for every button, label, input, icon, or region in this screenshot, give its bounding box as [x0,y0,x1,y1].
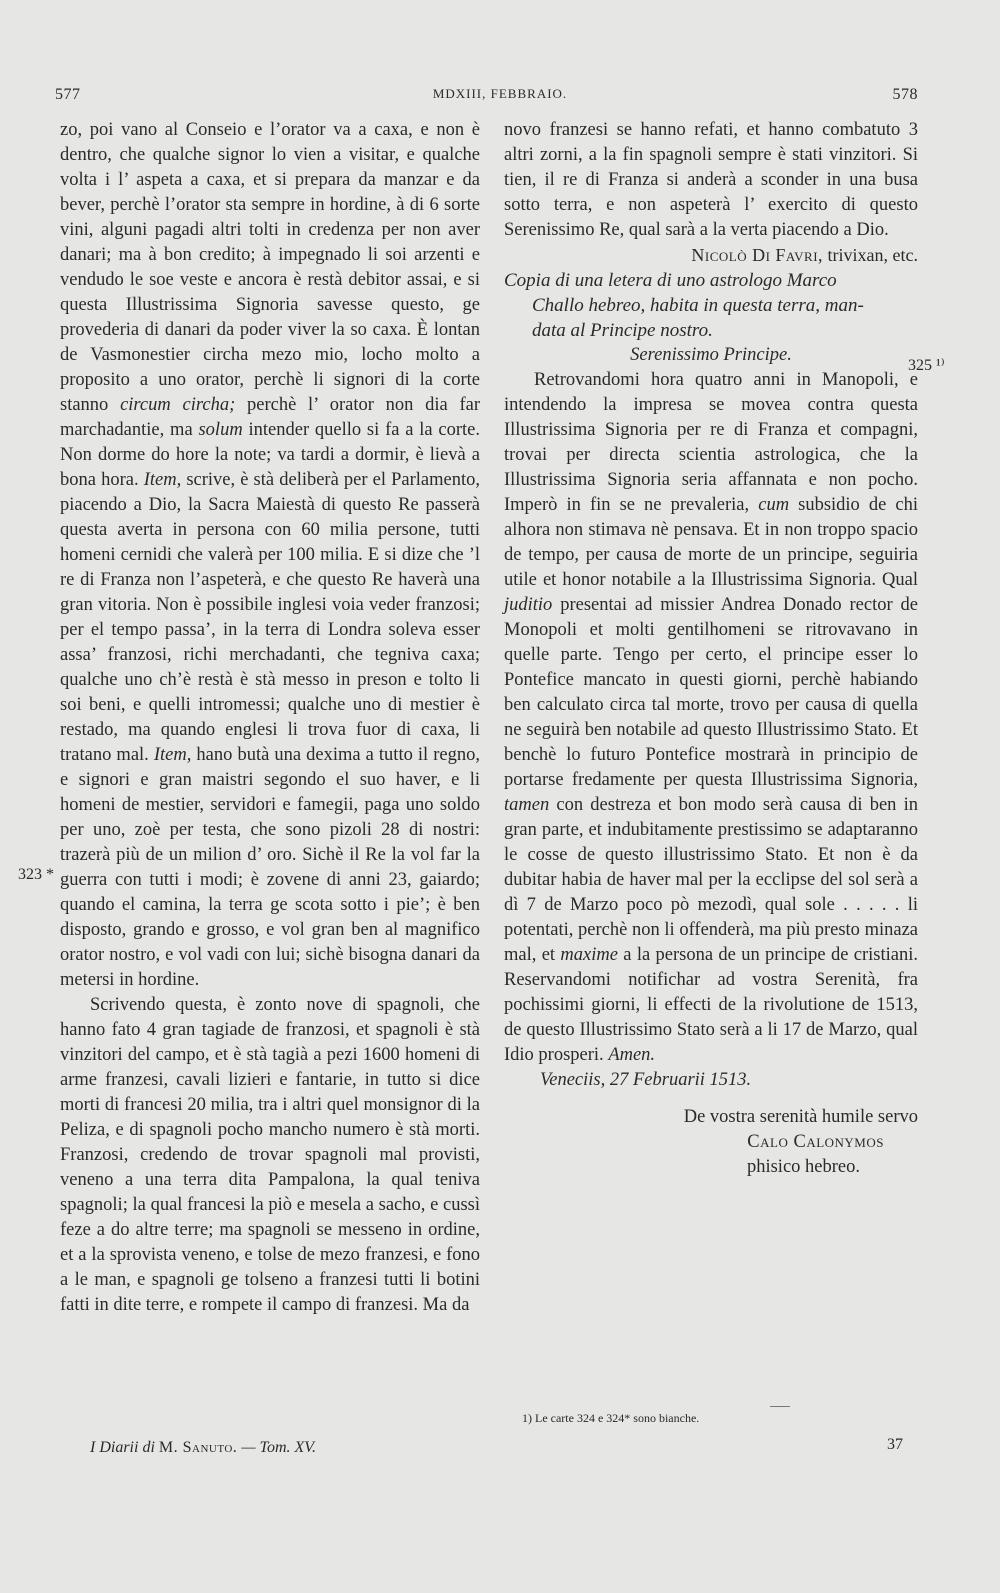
signer-line: Nicolò Di Favri, trivixan, etc. [691,245,918,265]
page-number-right: 578 [892,86,918,103]
running-title: MDXIII, FEBBRAIO. [432,86,568,101]
footer-title: I Diarii di M. Sanuto. — Tom. XV. [90,1439,317,1456]
margin-mark-right: 325 ¹⁾ [908,357,945,374]
margin-mark-left: 323 * [18,866,54,883]
right-paragraph-1: novo franzesi se hanno refati, et hanno combatuto 3 altri zorni, a la fin spagnoli sempre è stati vinzitori. Si tien, il re di Franza si anderà a sconder in una busa sotto terra, e non aspeterà l’ exercito di questo Serenissimo Re, qual sarà a la verta piacendo a Dio. [504,120,918,240]
left-column [60,118,480,1318]
letter-closing: De vostra serenità humile servo Calo Calonymos phisico hebreo. [683,1107,918,1177]
footnote: 1) Le carte 324 e 324* sono bianche. [522,1411,700,1425]
right-column [504,118,918,1180]
left-paragraph-2: Scrivendo questa, è zonto nove di spagnoli, che hanno fato 4 gran tagiade de franzosi, et spagnoli è stà vinzitori del campo, et è stà tagià a pezi 1600 homeni di arme franzesi, cavali lizieri e fantarie, in tutto si dice morti di francesi 20 milia, tra i altri quel monsignor di la Peliza, e di spagnoli pocho mancho numero è stà morti. Franzosi, credendo de trovar spagnoli mal provisti, veneno a una terra dita Pampalona, la qual teniva spagnoli; la qual francesi la piò e mesela a sacho, e cussì feze a do altre terre; ma spagnoli se messeno in ordine, et a la sprovista veneno, e tolse de mezo franzesi, e fono a le man, e spagnoli ge tolseno a franzesi tutti li botini fatti in dite terre, e rompete il campo di franzesi. Ma da [60,995,480,1315]
salutation: Serenissimo Principe. [630,345,792,365]
letter-heading: Copia di una letera di uno astrologo Marco Challo hebreo, habita in questa terra, man- data al Principe nostro. [504,270,864,341]
letter-body: Retrovandomi hora quatro anni in Manopoli, e intendendo la impresa se movea contra questa Illustrissima Signoria per re di Franza et compagni, trovai per directa scientia astrologica, che la Illustrissima Signoria seria affannata e non pocho. Imperò in fin se ne prevaleria, cum subsidio de chi alhora non stimava nè pensava. Et in non troppo spacio de tempo, per causa de morte de un principe, seguiria utile et honor notabile a la Illustrissima Signoria. Qual juditio presentai ad missier Andrea Donado rector de Monopoli et molti gentilhomeni se ritrovavano in quelle parte. Tengo per certo, el principe esser lo Pontefice mancato in questi giorni, perchè habiando ben calculato circa tal morte, trovo per causa di quella ne seguirà ben notabile ad questo Illustrissimo Stato. Et benchè lo futuro Pontefice mostrarà in principio de portarse fredamente per questa Illustrissima Signoria, tamen con destreza et bon modo serà causa di ben in gran parte, et indubitamente prestissimo se adaptaranno le cosse de questo illustrissimo Stato. Et non è da dubitar habia de haver mal per la ecclipse del sol serà a dì 7 de Marzo poco pò mezodì, qual sole . . . . . li potentati, perchè non li offenderà, ma più presto minaza mal, et maxime a la persona de un principe de cristiani. Reservandomi notifichar ad vostra Serenità, fra pochissimi giorni, li effecti de la rivolutione de 1513, de questo Illustrissimo Stato serà a li 17 de Marzo, qual Idio prosperi. Amen. [504,370,919,1065]
page-number-left: 577 [55,86,81,103]
signature-number: 37 [887,1436,903,1453]
footnote-rule [770,1406,790,1407]
left-paragraph-1: zo, poi vano al Conseio e l’orator va a caxa, e non è dentro, che qualche signor lo vien a visitar, e qualche volta i l’ aspeta a caxa, et si prepara da manzar e da bever, perchè l’orator sta sempre in hordine, à di 6 sorte vini, alguni pagadi altri tolti in credenza per non aver danari; ma à bon credito; à impegnado li soi arzenti e vendudo le soe veste e ancora è restà debitor assai, e si questa Illustrissima Signoria savesse questo, ge provederia di danari da poder viver la so caxa. È lontan de Vasmonestier circha mezo mio, locho molto a proposito a uno orator, perchè li signori di la corte stanno circum circha; perchè l’ orator non dia far marchadantie, ma solum intender quello si fa a la corte. Non dorme do hore la note; va tardi a dormir, è lievà a bona hora. Item, scrive, è stà deliberà per el Parlamento, piacendo a Dio, la Sacra Maiestà di questo Re passerà questa averta in persona con 60 milia persone, tutti homeni cernidi che valerà per 100 milia. E si dize che ’l re di Franza non l’aspeterà, e che questo Re haverà una gran vitoria. Non è possibile inglesi voia veder franzosi; per el tempo passa’, in la terra di Londra soleva esser assa’ franzosi, richi merchadanti, che tegniva caxa; qualche uno ch’è restà è stà messo in preson e tolto li soi beni, e quelli intromessi; qualche uno di mestier è restado, ma quando englesi li trova fuor di caxa, li tratano mal. Item, hano butà una dexima a tutto il regno, e signori e gran maistri segondo el suo haver, e li homeni de mestier, servidori e famegii, paga uno soldo per uno, zoè per testa, che sono pizoli 28 di nostri: trazerà più de un milion d’ oro. Sichè il Re la vol far la guerra con tutti i modi; è zovene di anni 23, gaiardo; quando el camina, la terra ge scota sotto i pie’; è ben disposto, grando e grosso, e vol gran ben al magnifico orator nostro, e vol vadi con lui; sichè bisogna danari da metersi in hordine. [60,120,481,990]
letter-date: Veneciis, 27 Februarii 1513. [540,1070,752,1090]
